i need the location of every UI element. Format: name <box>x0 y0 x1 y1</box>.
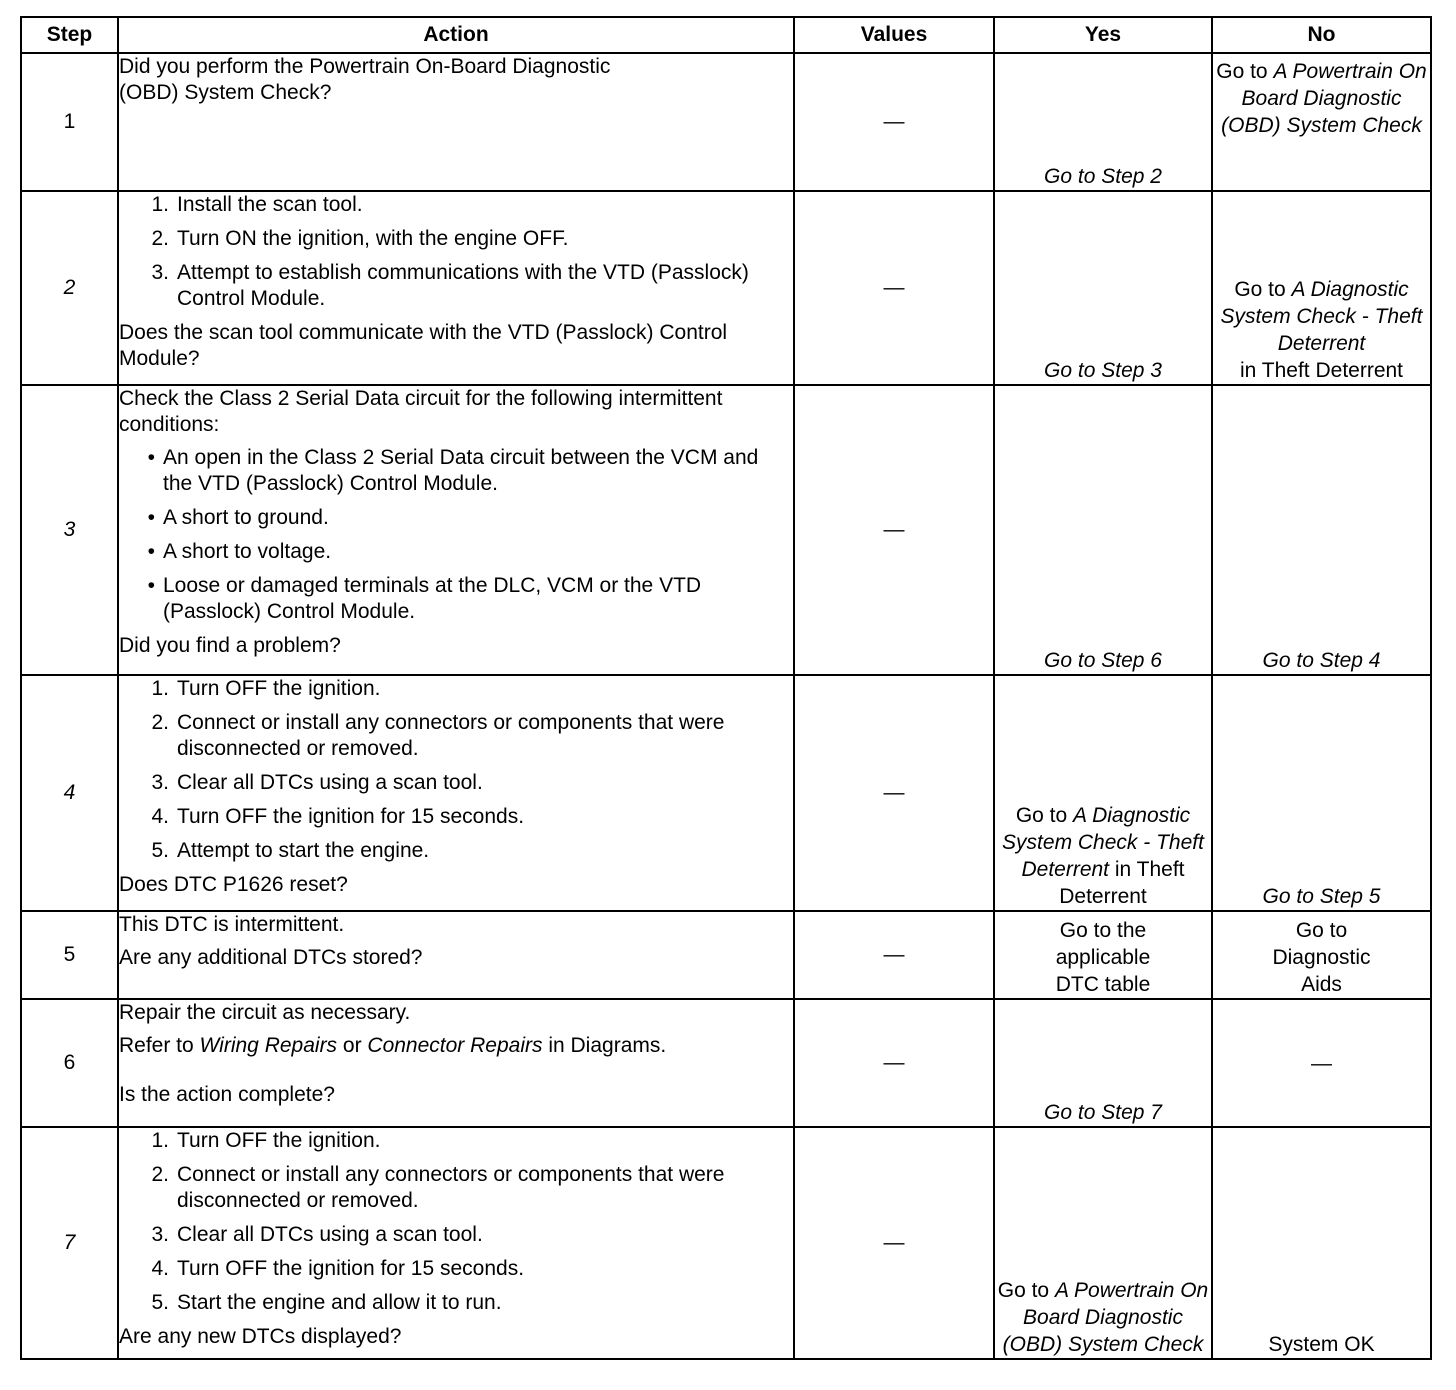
values-cell <box>794 999 994 1127</box>
values-cell <box>794 53 994 191</box>
header-row <box>21 17 1431 53</box>
table-row <box>21 999 1431 1127</box>
question-text: Does DTC P1626 reset? <box>119 873 348 896</box>
yes-suffix: in Theft Deterrent <box>1059 858 1185 908</box>
step-number: 2 <box>21 191 118 385</box>
wiring-repairs-link[interactable]: Wiring Repairs <box>199 1034 338 1057</box>
list-item: 3. Clear all DTCs using a scan tool. <box>151 771 483 794</box>
values-cell <box>794 911 994 999</box>
dash: — <box>883 1051 905 1074</box>
dash: — <box>883 1231 905 1254</box>
action-cell <box>118 911 794 999</box>
list-item: 1. Turn OFF the ignition. <box>151 1129 381 1152</box>
step-number: 1 <box>21 53 118 191</box>
table-row <box>21 1127 1431 1359</box>
question-text: Is the action complete? <box>119 1083 335 1106</box>
action-cell <box>118 1127 794 1359</box>
dash: — <box>883 518 905 541</box>
refer-text: Refer to Wiring Repairs or Connector Repairs in Diagrams. <box>119 1034 667 1057</box>
action-cell <box>118 999 794 1127</box>
step-number: 5 <box>21 911 118 999</box>
values-cell <box>794 675 994 911</box>
list-item: 2. Connect or install any connectors or components that were disconnected or removed. <box>151 711 725 760</box>
list-item: 5. Attempt to start the engine. <box>151 839 430 862</box>
no-cell[interactable]: System OK <box>1212 1127 1431 1359</box>
yes-cell[interactable]: Go to Step 3 <box>994 191 1212 385</box>
action-cell <box>118 191 794 385</box>
list-item: 4. Turn OFF the ignition for 15 seconds. <box>151 805 525 828</box>
bullet-item: • An open in the Class 2 Serial Data circuit between the VCM and the VTD (Passlock) Control Module. <box>147 446 759 495</box>
dash: — <box>1311 1051 1332 1075</box>
list-item: 4. Turn OFF the ignition for 15 seconds. <box>151 1257 525 1280</box>
list-item: 2. Turn ON the ignition, with the engine OFF. <box>151 227 569 250</box>
yes-prefix: Go to <box>997 1279 1055 1302</box>
yes-cell[interactable] <box>994 1127 1212 1359</box>
table-row <box>21 675 1431 911</box>
no-cell[interactable] <box>1212 191 1431 385</box>
question-text: Did you find a problem? <box>119 634 341 657</box>
no-cell[interactable]: Go to Diagnostic Aids <box>1212 911 1431 999</box>
bullet-item: • A short to voltage. <box>147 540 332 563</box>
yes-cell[interactable]: Go to Step 7 <box>994 999 1212 1127</box>
header-values: Values <box>794 17 994 53</box>
table-row <box>21 911 1431 999</box>
list-item: 3. Attempt to establish communications with the VTD (Passlock) Control Module. <box>151 261 749 310</box>
yes-cell[interactable]: Go to Step 6 <box>994 385 1212 675</box>
no-cell <box>1212 999 1431 1127</box>
step-number: 7 <box>21 1127 118 1359</box>
step-number: 6 <box>21 999 118 1127</box>
list-item: 1. Turn OFF the ignition. <box>151 677 381 700</box>
action-text: Did you perform the Powertrain On-Board Diagnostic (OBD) System Check? <box>119 55 611 104</box>
header-step: Step <box>21 17 118 53</box>
no-cell[interactable]: Go to Step 5 <box>1212 675 1431 911</box>
action-text: Repair the circuit as necessary. <box>119 1001 411 1024</box>
no-cell[interactable] <box>1212 53 1431 191</box>
question-text: Does the scan tool communicate with the VTD (Passlock) Control Module? <box>119 321 728 370</box>
action-cell <box>118 53 794 191</box>
yes-prefix: Go to <box>1015 804 1074 827</box>
question-text: Are any additional DTCs stored? <box>119 946 423 969</box>
table-row <box>21 53 1431 191</box>
no-prefix: Go to <box>1216 60 1274 83</box>
dash: — <box>883 276 905 299</box>
step-number: 3 <box>21 385 118 675</box>
bullet-item: • Loose or damaged terminals at the DLC, VCM or the VTD (Passlock) Control Module. <box>147 574 702 623</box>
yes-cell[interactable]: Go to the applicable DTC table <box>994 911 1212 999</box>
list-item: 2. Connect or install any connectors or components that were disconnected or removed. <box>151 1163 725 1212</box>
no-prefix: Go to <box>1234 278 1292 301</box>
no-link[interactable]: A Powertrain On Board Diagnostic (OBD) System Check <box>1221 60 1427 137</box>
list-item: 5. Start the engine and allow it to run. <box>151 1291 502 1314</box>
table-row <box>21 385 1431 675</box>
yes-link[interactable]: A Diagnostic System Check - Theft Deterrent <box>1002 804 1204 881</box>
table-row <box>21 191 1431 385</box>
yes-link[interactable]: A Powertrain On Board Diagnostic (OBD) System Check <box>1002 1279 1209 1356</box>
action-cell <box>118 385 794 675</box>
no-cell[interactable]: Go to Step 4 <box>1212 385 1431 675</box>
yes-cell[interactable]: Go to Step 2 <box>994 53 1212 191</box>
header-no: No <box>1212 17 1431 53</box>
step-number: 4 <box>21 675 118 911</box>
list-item: 1. Install the scan tool. <box>151 193 363 216</box>
dash: — <box>883 943 905 966</box>
connector-repairs-link[interactable]: Connector Repairs <box>367 1034 543 1057</box>
values-cell <box>794 1127 994 1359</box>
values-cell <box>794 385 994 675</box>
diagnostic-table <box>20 16 1432 1360</box>
values-cell <box>794 191 994 385</box>
no-suffix: in Theft Deterrent <box>1239 359 1404 382</box>
bullet-item: • A short to ground. <box>147 506 329 529</box>
dash: — <box>883 110 905 133</box>
intro-text: Check the Class 2 Serial Data circuit for the following intermittent conditions: <box>119 387 723 436</box>
header-yes: Yes <box>994 17 1212 53</box>
action-cell <box>118 675 794 911</box>
yes-cell[interactable] <box>994 675 1212 911</box>
list-item: 3. Clear all DTCs using a scan tool. <box>151 1223 483 1246</box>
action-text: This DTC is intermittent. <box>119 913 345 936</box>
question-text: Are any new DTCs displayed? <box>119 1325 402 1348</box>
header-action: Action <box>118 17 794 53</box>
dash: — <box>883 781 905 804</box>
no-link[interactable]: A Diagnostic System Check - Theft Deterrent <box>1220 278 1423 355</box>
